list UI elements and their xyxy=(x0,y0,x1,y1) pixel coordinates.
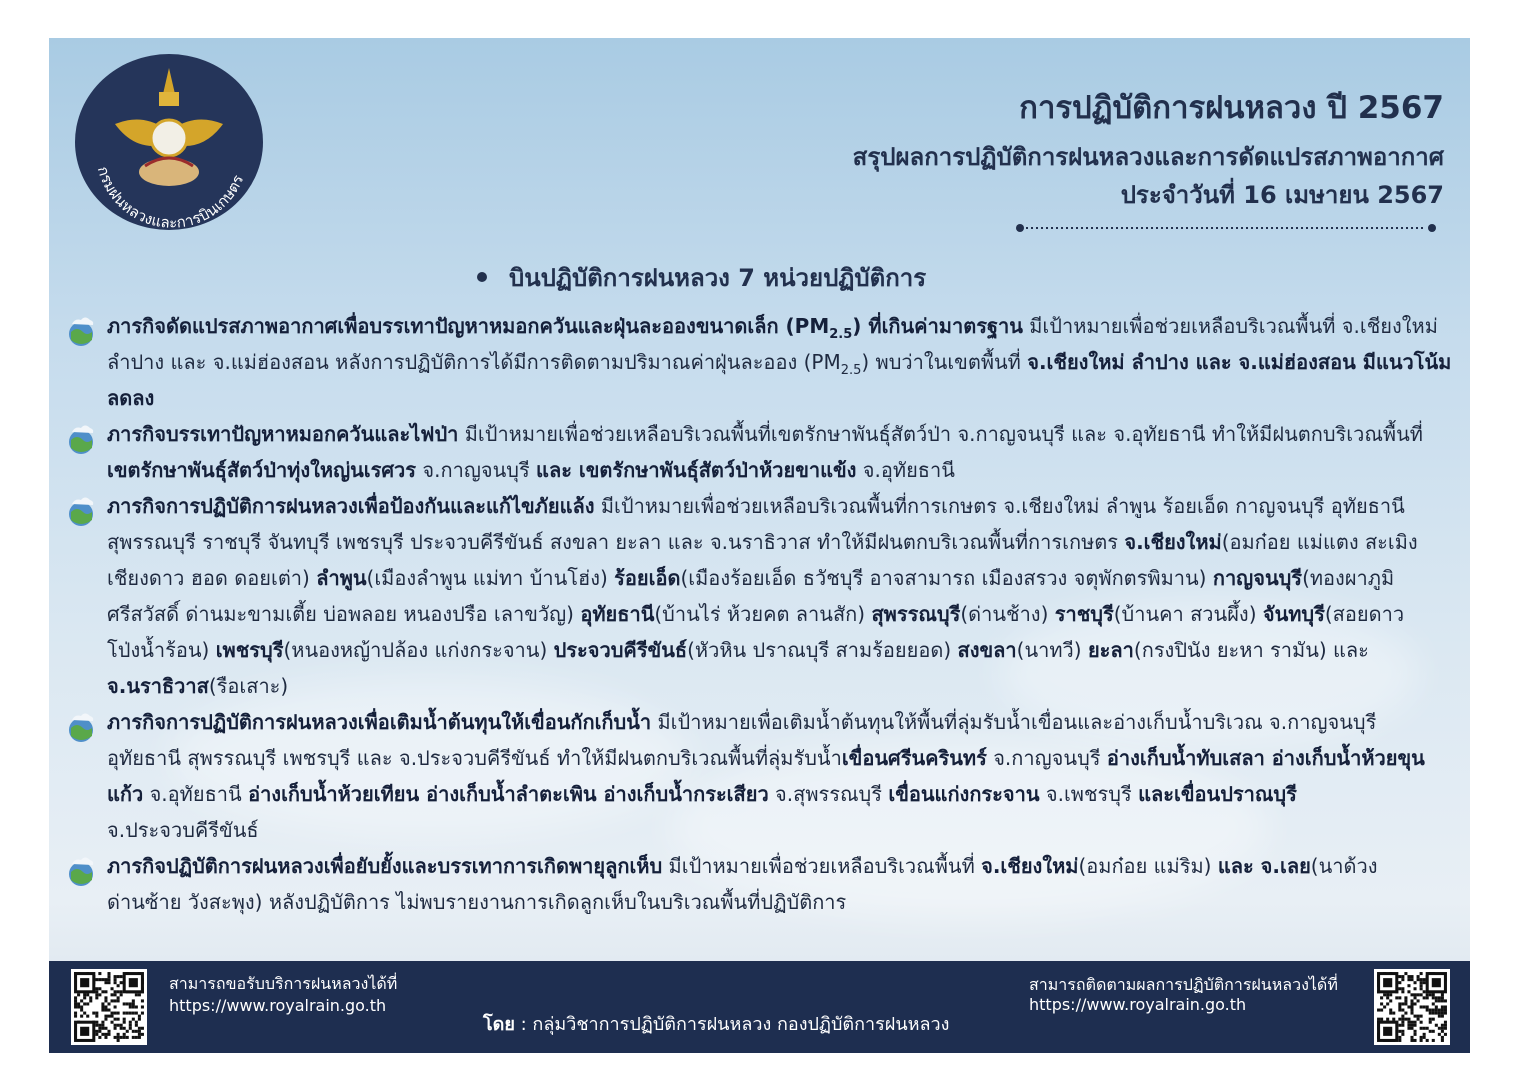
earth-cloud-icon xyxy=(63,492,99,528)
service-label: สามารถขอรับบริการฝนหลวงได้ที่ xyxy=(169,974,398,993)
subtitle-line: สรุปผลการปฏิบัติการฝนหลวงและการดัดแปรสภาพอากาศ xyxy=(852,143,1444,171)
earth-cloud-icon xyxy=(63,312,99,348)
page-title: การปฏิบัติการฝนหลวง ปี 2567 xyxy=(1019,90,1444,126)
body-text: มีเป้าหมายเพื่อเติมน้ำต้นทุนให้พื้นที่ลุ่มรับน้ำเขื่อนและอ่างเก็บน้ำบริเวณ จ.กาญจนบุรี อุทัยธานี สุพรรณบุรี เพชรบุรี และ จ.ประจวบคีรีขันธ์ ทำให้มีฝนตกบริเวณพื้นที่ลุ่มรับน้ำ xyxy=(107,710,1377,770)
mission-text xyxy=(107,704,1452,848)
body-text: จ.เพชรบุรี xyxy=(1039,782,1139,806)
body-text: มีเป้าหมายเพื่อช่วยเหลือบริเวณพื้นที่การเกษตร จ.เชียงใหม่ ลำพูน ร้อยเอ็ด กาญจนบุรี อุทัยธานี สุพรรณบุรี ราชบุรี จันทบุรี เพชรบุรี ประจวบคีรีขันธ์ สงขลา ยะลา และ จ.นราธิวาส ทำให้มีฝนตกบริเวณพื้นที่การเกษตร xyxy=(107,494,1405,554)
body-text: ) พบว่าในเขตพื้นที่ xyxy=(861,350,1028,374)
body-text: (ด่านช้าง) xyxy=(960,602,1055,626)
mission-item xyxy=(107,416,1452,488)
credit-text: : กลุ่มวิชาการปฏิบัติการฝนหลวง กองปฏิบัติการฝนหลวง xyxy=(514,1014,950,1035)
svg-text:กรมฝนหลวงและการบินเกษตร: กรมฝนหลวงและการบินเกษตร xyxy=(93,164,248,230)
body-text: (บ้านไร่ ห้วยคต ลานสัก) xyxy=(654,602,872,626)
earth-cloud-icon xyxy=(63,420,99,456)
emphasis-text: ) ที่เกินค่ามาตรฐาน xyxy=(852,314,1023,338)
emphasis-text: จ.นราธิวาส xyxy=(107,674,209,698)
emphasis-text: อุทัยธานี xyxy=(580,602,655,626)
emphasis-text: สงขลา xyxy=(957,638,1017,662)
mission-item xyxy=(107,308,1452,416)
body-text: (ทองผาภูมิ ศรีสวัสดิ์ ด่านมะขามเตี้ย บ่อพลอย หนองปรือ เลาขวัญ) xyxy=(107,566,1395,626)
earth-cloud-icon xyxy=(63,708,99,744)
emphasis-text: จ.เชียงใหม่ xyxy=(981,854,1079,878)
emphasis-text: และ เขตรักษาพันธุ์สัตว์ป่าห้วยขาแข้ง xyxy=(536,458,857,482)
emphasis-text: ภารกิจบรรเทาปัญหาหมอกควันและไฟป่า xyxy=(107,422,459,446)
emphasis-text: อ่างเก็บน้ำห้วยเทียน อ่างเก็บน้ำลำตะเพิน อ่างเก็บน้ำกระเสียว xyxy=(248,782,769,806)
mission-text xyxy=(107,488,1452,704)
emphasis-text: อ่างเก็บน้ำทับเสลา อ่างเก็บน้ำห้วยขุนแก้ว xyxy=(107,746,1425,806)
body-text: (เมืองร้อยเอ็ด ธวัชบุรี อาจสามารถ เมืองสรวง จตุพักตรพิมาน) xyxy=(680,566,1213,590)
emphasis-text: และ จ.เลย xyxy=(1217,854,1311,878)
emphasis-text: ร้อยเอ็ด xyxy=(614,566,681,590)
dotted-divider xyxy=(1016,224,1436,232)
summary-bullet xyxy=(477,258,926,297)
emphasis-text: กาญจนบุรี xyxy=(1212,566,1303,590)
royal-emblem-icon xyxy=(75,54,263,230)
earth-cloud-icon xyxy=(63,852,99,888)
body-text: จ.อุทัยธานี xyxy=(856,458,955,482)
body-text: จ.ประจวบคีรีขันธ์ xyxy=(107,818,259,842)
body-text: (นาทวี) xyxy=(1016,638,1088,662)
service-info xyxy=(169,973,397,1017)
subscript: 2.5 xyxy=(829,327,853,342)
mission-item xyxy=(107,704,1452,848)
emphasis-text xyxy=(829,314,853,342)
subscript: 2.5 xyxy=(840,363,862,378)
credit-label: โดย xyxy=(483,1014,515,1035)
mission-text xyxy=(107,416,1452,488)
emphasis-text: ประจวบคีรีขันธ์ xyxy=(553,638,688,662)
body-text: (เมืองลำพูน แม่ทา บ้านโฮ่ง) xyxy=(366,566,615,590)
body-text: (นาด้วง ด่านซ้าย วังสะพุง) หลังปฏิบัติการ ไม่พบรายงานการเกิดลูกเห็บในบริเวณพื้นที่ปฏิบัติการ xyxy=(107,854,1378,914)
poster xyxy=(49,38,1470,1053)
emphasis-text: ภารกิจดัดแปรสภาพอากาศเพื่อบรรเทาปัญหาหมอกควันและฝุ่นละอองขนาดเล็ก (PM xyxy=(107,314,830,338)
body-text xyxy=(840,350,862,378)
emphasis-text: และเขื่อนปราณบุรี xyxy=(1138,782,1297,806)
qr-code-icon[interactable] xyxy=(71,969,147,1045)
body-text: (รือเสาะ) xyxy=(208,674,289,698)
mission-list xyxy=(107,308,1452,920)
body-text: มีเป้าหมายเพื่อช่วยเหลือบริเวณพื้นที่เขตรักษาพันธุ์สัตว์ป่า จ.กาญจนบุรี และ จ.อุทัยธานี ทำให้มีฝนตกบริเวณพื้นที่ xyxy=(458,422,1423,446)
follow-label: สามารถติดตามผลการปฏิบัติการฝนหลวงได้ที่ xyxy=(1029,975,1338,994)
emphasis-text: เขื่อนศรีนครินทร์ xyxy=(841,746,987,770)
emphasis-text: ยะลา xyxy=(1087,638,1134,662)
emphasis-text: สุพรรณบุรี xyxy=(871,602,961,626)
body-text: (บ้านคา สวนผึ้ง) xyxy=(1113,602,1263,626)
emphasis-text: เขื่อนแก่งกระจาน xyxy=(888,782,1040,806)
emphasis-text: ภารกิจการปฏิบัติการฝนหลวงเพื่อป้องกันและแก้ไขภัยแล้ง xyxy=(107,494,595,518)
department-logo xyxy=(75,54,263,230)
emphasis-text: จันทบุรี xyxy=(1262,602,1325,626)
body-text: (หนองหญ้าปล้อง แก่งกระจาน) xyxy=(283,638,554,662)
emphasis-text: จ.เชียงใหม่ xyxy=(1124,530,1222,554)
emphasis-text: เพชรบุรี xyxy=(215,638,284,662)
mission-item xyxy=(107,848,1452,920)
body-text: จ.สุพรรณบุรี xyxy=(768,782,889,806)
footer xyxy=(49,961,1470,1053)
summary-text: บินปฏิบัติการฝนหลวง 7 หน่วยปฏิบัติการ xyxy=(509,264,927,292)
body-text: มีเป้าหมายเพื่อช่วยเหลือบริเวณพื้นที่ จ.เชียงใหม่ ลำปาง และ จ.แม่ฮ่องสอน หลังการปฏิบัติการได้มีการติดตามปริมาณค่าฝุ่นละออง (PM xyxy=(107,314,1438,374)
body-text: (สอยดาว โป่งน้ำร้อน) xyxy=(107,602,1405,662)
follow-link[interactable]: https://www.royalrain.go.th xyxy=(1029,995,1247,1014)
follow-info xyxy=(1029,975,1338,1015)
report-date: ประจำวันที่ 16 เมษายน 2567 xyxy=(1120,181,1444,209)
credit xyxy=(483,1009,949,1038)
emphasis-text: ภารกิจการปฏิบัติการฝนหลวงเพื่อเติมน้ำต้นทุนให้เขื่อนกักเก็บน้ำ xyxy=(107,710,652,734)
mission-text xyxy=(107,308,1452,416)
emphasis-text: จ.เชียงใหม่ ลำปาง และ จ.แม่ฮ่องสอน มีแนวโน้มลดลง xyxy=(107,350,1452,410)
emphasis-text: ลำพูน xyxy=(316,566,367,590)
body-text: (หัวหิน ปราณบุรี สามร้อยยอด) xyxy=(687,638,958,662)
body-text: จ.กาญจนบุรี xyxy=(986,746,1107,770)
emphasis-text: ราชบุรี xyxy=(1054,602,1114,626)
body-text: จ.อุทัยธานี xyxy=(143,782,249,806)
mission-item xyxy=(107,488,1452,704)
body-text: (กรงปินัง ยะหา รามัน) และ xyxy=(1133,638,1369,662)
emphasis-text: ภารกิจปฏิบัติการฝนหลวงเพื่อยับยั้งและบรรเทาการเกิดพายุลูกเห็บ xyxy=(107,854,663,878)
body-text: (อมก๋อย แม่แตง สะเมิง เชียงดาว ฮอด ดอยเต่า) xyxy=(107,530,1418,590)
page-subtitle xyxy=(853,138,1444,214)
body-text: มีเป้าหมายเพื่อช่วยเหลือบริเวณพื้นที่ xyxy=(662,854,982,878)
service-link[interactable]: https://www.royalrain.go.th xyxy=(169,996,387,1015)
body-text: (อมก๋อย แม่ริม) xyxy=(1078,854,1218,878)
qr-code-icon[interactable] xyxy=(1374,969,1450,1045)
body-text: จ.กาญจนบุรี xyxy=(416,458,537,482)
emphasis-text: เขตรักษาพันธุ์สัตว์ป่าทุ่งใหญ่นเรศวร xyxy=(107,458,417,482)
mission-text xyxy=(107,848,1452,920)
bullet-dot-icon xyxy=(477,272,487,282)
